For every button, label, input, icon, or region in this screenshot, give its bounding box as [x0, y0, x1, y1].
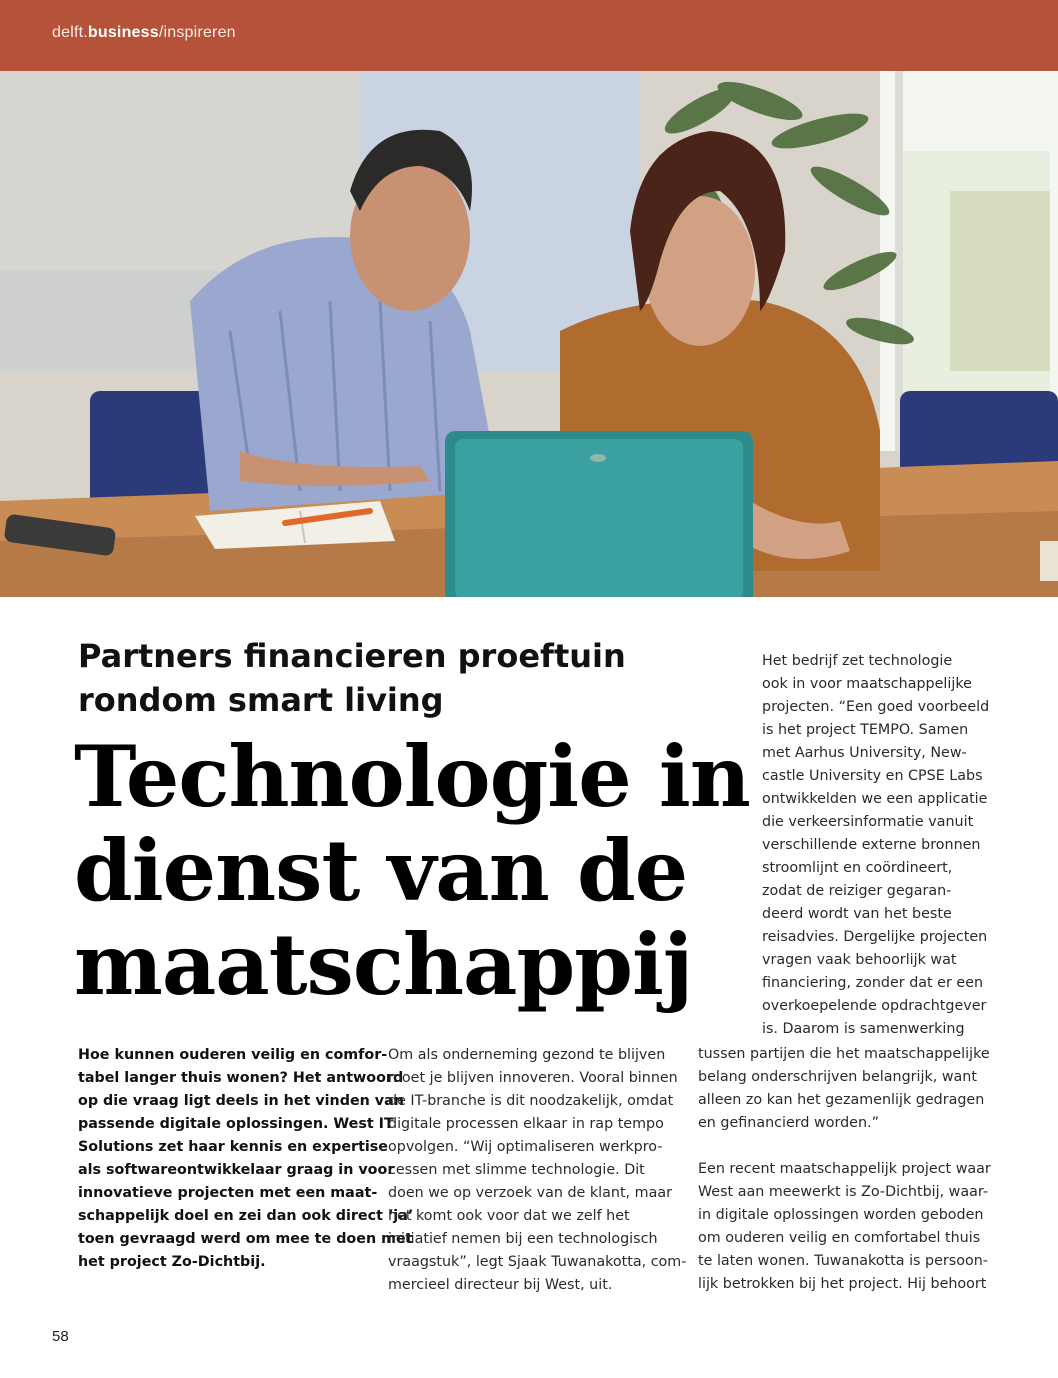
body-column-3-bottom [698, 1158, 998, 1296]
body-line: moet je blijven innoveren. Vooral binnen [388, 1070, 678, 1086]
lead-line: innovatieve projecten met een maat- [78, 1185, 378, 1201]
magazine-header-bar [0, 0, 1058, 71]
article-subtitle [78, 634, 678, 722]
lead-line: het project Zo-Dichtbij. [78, 1254, 266, 1270]
article-headline [74, 727, 754, 1014]
breadcrumb-bold: business [87, 24, 159, 41]
body-column-2 [388, 1044, 687, 1297]
body-line: het komt ook voor dat we zelf het [388, 1208, 630, 1224]
body-line: lijk betrokken bij het project. Hij behoort [698, 1276, 987, 1292]
article-photo [0, 71, 1058, 597]
body-line: Een recent maatschappelijk project waar [698, 1161, 991, 1177]
breadcrumb [52, 24, 236, 42]
body-line: ontwikkelden we een applicatie [762, 791, 988, 807]
body-line: om ouderen veilig en comfortabel thuis [698, 1230, 981, 1246]
body-line: zodat de reiziger gegaran- [762, 883, 952, 899]
body-line: financiering, zonder dat er een [762, 975, 984, 991]
body-line: vragen vaak behoorlijk wat [762, 952, 957, 968]
lead-line: toen gevraagd werd om mee te doen met [78, 1231, 413, 1247]
body-line: is het project TEMPO. Samen [762, 722, 969, 738]
body-line: te laten wonen. Tuwanakotta is persoon- [698, 1253, 988, 1269]
body-line: opvolgen. “Wij optimaliseren werkpro- [388, 1139, 663, 1155]
body-line: reisadvies. Dergelijke projecten [762, 929, 988, 945]
breadcrumb-suffix: /inspireren [158, 24, 236, 41]
body-line: tussen partijen die het maatschappelijke [698, 1046, 990, 1062]
headline-line: dienst van de [74, 821, 688, 920]
lead-paragraph [78, 1044, 414, 1274]
headline-line: Technologie in [74, 727, 750, 826]
body-line: verschillende externe bronnen [762, 837, 981, 853]
body-line: stroomlijnt en coördineert, [762, 860, 953, 876]
body-column-3-top [762, 650, 992, 1041]
body-line: cessen met slimme technologie. Dit [388, 1162, 645, 1178]
lead-line: passende digitale oplossingen. West IT [78, 1116, 394, 1132]
subtitle-line: Partners financieren proeftuin [78, 637, 626, 675]
body-line: met Aarhus University, New- [762, 745, 967, 761]
body-line: castle University en CPSE Labs [762, 768, 983, 784]
headline-line: maatschappij [74, 915, 693, 1014]
lead-line: als softwareontwikkelaar graag in voor [78, 1162, 395, 1178]
body-line: deerd wordt van het beste [762, 906, 952, 922]
body-line: doen we op verzoek van de klant, maar [388, 1185, 672, 1201]
lead-line: op die vraag ligt deels in het vinden van [78, 1093, 404, 1109]
body-line: digitale processen elkaar in rap tempo [388, 1116, 664, 1132]
body-line: West aan meewerkt is Zo-Dichtbij, waar- [698, 1184, 989, 1200]
lead-line: tabel langer thuis wonen? Het antwoord [78, 1070, 404, 1086]
body-line: ook in voor maatschappelijke [762, 676, 972, 692]
body-line: vraagstuk”, legt Sjaak Tuwanakotta, com- [388, 1254, 687, 1270]
subtitle-line: rondom smart living [78, 681, 444, 719]
body-line: overkoepelende opdrachtgever [762, 998, 987, 1014]
body-line: in digitale oplossingen worden geboden [698, 1207, 984, 1223]
body-line: die verkeersinformatie vanuit [762, 814, 974, 830]
body-line: Het bedrijf zet technologie [762, 653, 953, 669]
body-line: projecten. “Een goed voorbeeld [762, 699, 990, 715]
breadcrumb-prefix: delft. [52, 24, 88, 41]
body-line: is. Daarom is samenwerking [762, 1021, 965, 1037]
body-line: initiatief nemen bij een technologisch [388, 1231, 658, 1247]
page-number: 58 [52, 1328, 69, 1345]
lead-line: Solutions zet haar kennis en expertise [78, 1139, 389, 1155]
body-line: belang onderschrijven belangrijk, want [698, 1069, 977, 1085]
body-column-3-middle [698, 1043, 998, 1135]
body-line: Om als onderneming gezond te blijven [388, 1047, 666, 1063]
body-line: alleen zo kan het gezamenlijk gedragen [698, 1092, 985, 1108]
body-line: mercieel directeur bij West, uit. [388, 1277, 613, 1293]
body-line: de IT-branche is dit noodzakelijk, omdat [388, 1093, 674, 1109]
lead-line: schappelijk doel en zei dan ook direct ‘ja’ [78, 1208, 414, 1224]
body-line: en gefinancierd worden.” [698, 1115, 879, 1131]
photo-illustration [0, 71, 1058, 597]
lead-line: Hoe kunnen ouderen veilig en comfor- [78, 1047, 388, 1063]
